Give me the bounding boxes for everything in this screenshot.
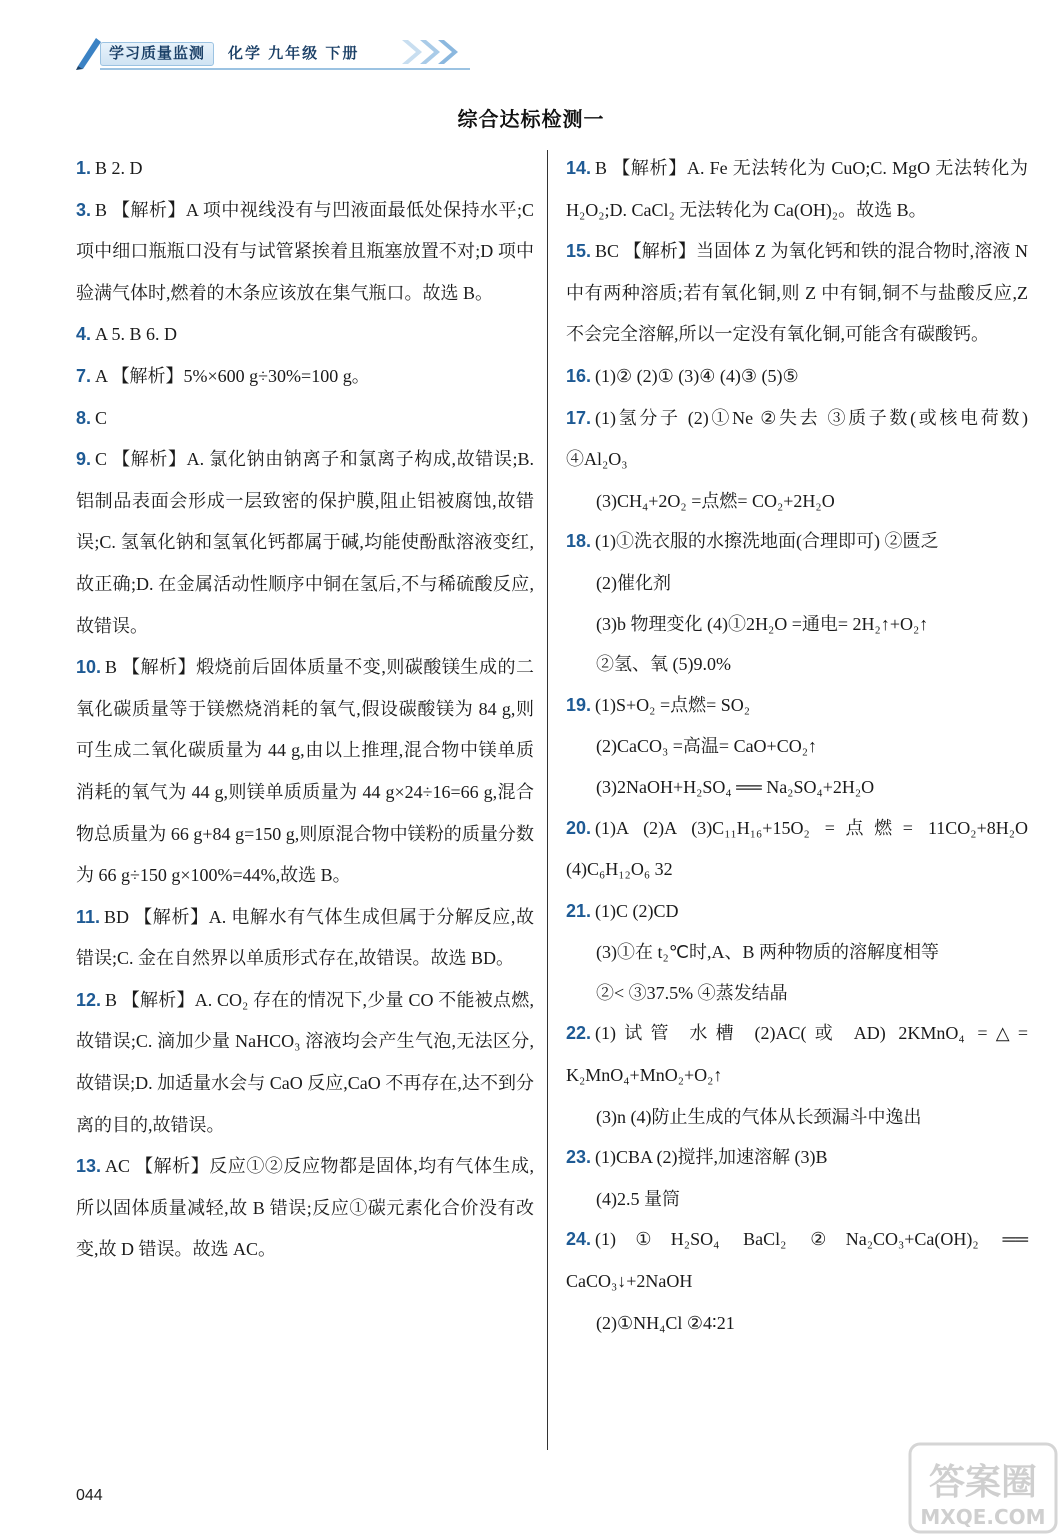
answer-item: 15. BC 【解析】当固体 Z 为氧化钙和铁的混合物时,溶液 N 中有两种溶质;若有氧化铜,则 Z 中有铜,铜不与盐酸反应,Z 不会完全溶解,所以一定没有氧化铜,可能含有碳酸钙。 (566, 241, 1028, 345)
right-column (566, 148, 1028, 1343)
answer-item: 18. (1)①洗衣服的水擦洗地面(合理即可) ②匮乏 (2)催化剂 (3)b 物理变化 (4)①2H₂O =通电= 2H₂↑+O₂↑ ②氢、氧 (5)9.0% (566, 531, 939, 675)
answer-item: 23. (1)CBA (2)搅拌,加速溶解 (3)B (4)2.5 量筒 (566, 1147, 828, 1209)
column-divider (547, 150, 548, 1450)
answer-item: 12. B 【解析】A. CO₂ 存在的情况下,少量 CO 不能被点燃,故错误;C. 滴加少量 NaHCO₃ 溶液均会产生气泡,无法区分,故错误;D. 加适量水会与 CaO 反应,CaO 不再存在,达不到分离的目的,故错误。 (76, 989, 534, 1135)
answer-item: 1. B 2. D (76, 158, 143, 178)
svg-text:MXQE.COM: MXQE.COM (920, 1505, 1046, 1529)
answer-item: 21. (1)C (2)CD (3)①在 t₂℃时,A、B 两种物质的溶解度相等 ②< ③37.5% ④蒸发结晶 (566, 900, 939, 1003)
page-number: 044 (76, 1487, 103, 1504)
answer-item: 8. C (76, 407, 108, 428)
answer-item: 4. A 5. B 6. D (76, 324, 178, 345)
answer-item: 14. B 【解析】A. Fe 无法转化为 CuO;C. MgO 无法转化为 H₂O₂;D. CaCl₂ 无法转化为 Ca(OH)₂。故选 B。 (566, 158, 1028, 220)
answer-item: 3. B 【解析】A 项中视线没有与凹液面最低处保持水平;C 项中细口瓶瓶口没有与试管紧挨着且瓶塞放置不对;D 项中验满气体时,燃着的木条应该放在集气瓶口。故选 B。 (76, 199, 534, 303)
svg-text:答案圈: 答案圈 (928, 1462, 1038, 1503)
left-column (76, 148, 534, 1271)
chevron-right-icon (400, 38, 470, 66)
answer-item: 17. (1)氢分子 (2)①Ne ②失去 ③质子数(或核电荷数) ④Al₂O₃ (3)CH₄+2O₂ =点燃= CO₂+2H₂O (566, 407, 1028, 511)
page-title: 综合达标检测一 (457, 109, 605, 131)
answer-item: 16. (1)② (2)① (3)④ (4)③ (5)⑤ (566, 365, 799, 386)
answer-item: 19. (1)S+O₂ =点燃= SO₂ (2)CaCO₃ =高温= CaO+CO₂↑ (3)2NaOH+H₂SO₄ ══ Na₂SO₄+2H₂O (566, 694, 875, 797)
header-underline (100, 68, 470, 70)
answer-item: 7. A 【解析】5%×600 g÷30%=100 g。 (76, 365, 370, 386)
answer-item: 11. BD 【解析】A. 电解水有气体生成但属于分解反应,故错误;C. 金在自然界以单质形式存在,故错误。故选 BD。 (76, 906, 534, 969)
answer-item: 10. B 【解析】煅烧前后固体质量不变,则碳酸镁生成的二氧化碳质量等于镁燃烧消耗的氧气,假设碳酸镁为 84 g,则可生成二氧化碳质量为 44 g,由以上推理,混合物中镁单质消耗的氧气为 44 g,则镁单质质量为 44 g×24÷16=66 g,混合物总质量为 66 g+84 g=150 g,则原混合物中镁粉的质量分数为 66 g÷150 g×100%=44%,故选 B。 (76, 657, 534, 886)
page-header (74, 34, 474, 70)
answer-item: 20. (1)A (2)A (3)C₁₁H₁₆+15O₂ =点燃= 11CO₂+8H₂O (4)C₆H₁₂O₆ 32 (566, 817, 1028, 880)
series-label: 学习质量监测 (100, 42, 214, 66)
answer-item: 22. (1)试管 水槽 (2)AC(或 AD) 2KMnO₄ =△= K₂MnO₄+MnO₂+O₂↑ (3)n (4)防止生成的气体从长颈漏斗中逸出 (566, 1023, 1028, 1127)
subject-label: 化学 九年级 下册 (228, 45, 360, 62)
answer-item: 24. (1)①H₂SO₄ BaCl₂ ②Na₂CO₃+Ca(OH)₂ ══ CaCO₃↓+2NaOH (2)①NH₄Cl ②4∶21 (566, 1229, 1028, 1333)
answer-item: 9. C 【解析】A. 氯化钠由钠离子和氯离子构成,故错误;B. 铝制品表面会形成一层致密的保护膜,阻止铝被腐蚀,故错误;C. 氢氧化钠和氢氧化钙都属于碱,均能使酚酞溶液变红,故正确;D. 在金属活动性顺序中铜在氢后,不与稀硫酸反应,故错误。 (76, 449, 534, 636)
answer-item: 13. AC 【解析】反应①②反应物都是固体,均有气体生成,所以固体质量减轻,故 B 错误;反应①碳元素化合价没有改变,故 D 错误。故选 AC。 (76, 1156, 534, 1260)
watermark-logo (908, 1442, 1058, 1534)
